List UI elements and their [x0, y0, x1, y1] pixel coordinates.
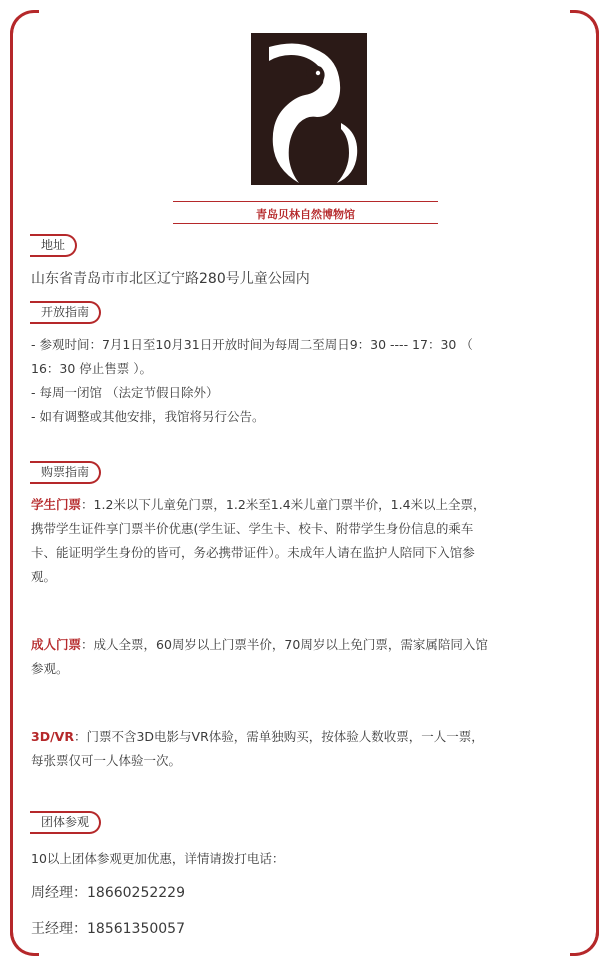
- opening-line-4: - 如有调整或其他安排，我馆将另行公告。: [31, 409, 265, 424]
- museum-name-top-rule: [173, 201, 438, 202]
- museum-name-bottom-rule: [173, 223, 438, 224]
- b-lion-logo-icon: [251, 33, 367, 185]
- opening-line-2: 16：30 停止售票 ）。: [31, 361, 153, 376]
- section-title-group: 团体参观: [30, 811, 101, 834]
- adult-ticket-line-2: 参观。: [31, 661, 69, 676]
- student-ticket-line-4: 观。: [31, 569, 57, 584]
- vr-ticket-line-2: 每张票仅可一人体验一次。: [31, 753, 182, 768]
- address-text: 山东省青岛市市北区辽宁路280号儿童公园内: [31, 271, 310, 287]
- section-title-opening: 开放指南: [30, 301, 101, 324]
- student-ticket-line-2: 携带学生证件享门票半价优惠(学生证、学生卡、校卡、附带学生身份信息的乘车: [31, 521, 474, 536]
- student-ticket-line-3: 卡、能证明学生身份的皆可，务必携带证件）。未成年人请在监护人陪同下入馆参: [31, 545, 475, 560]
- student-ticket-label: 学生门票: [31, 497, 82, 512]
- vr-ticket-block: [31, 725, 586, 773]
- group-contact-wang: 王经理：18561350057: [31, 921, 185, 937]
- student-ticket-line-1: ：1.2米以下儿童免门票，1.2米至1.4米儿童门票半价，1.4米以上全票，: [81, 497, 486, 512]
- section-title-tickets: 购票指南: [30, 461, 101, 484]
- adult-ticket-label: 成人门票: [31, 637, 82, 652]
- section-title-address: 地址: [30, 234, 77, 257]
- opening-line-1: - 参观时间：7月1日至10月31日开放时间为每周二至周日9：30 ---- 17：30 （: [31, 337, 473, 352]
- vr-ticket-label: 3D/VR: [31, 729, 74, 744]
- group-intro: 10以上团体参观更加优惠，详情请拨打电话：: [31, 851, 285, 866]
- adult-ticket-line-1: ：成人全票，60周岁以上门票半价，70周岁以上免门票，需家属陪同入馆: [81, 637, 488, 652]
- vr-ticket-line-1: ：门票不含3D电影与VR体验，需单独购买，按体验人数收票，一人一票，: [73, 729, 484, 744]
- student-ticket-block: [31, 493, 586, 589]
- museum-name: 青岛贝林自然博物馆: [256, 208, 355, 221]
- adult-ticket-block: [31, 633, 586, 681]
- group-contact-zhou: 周经理：18660252229: [31, 885, 185, 901]
- opening-line-3: - 每周一闭馆 （法定节假日除外）: [31, 385, 219, 400]
